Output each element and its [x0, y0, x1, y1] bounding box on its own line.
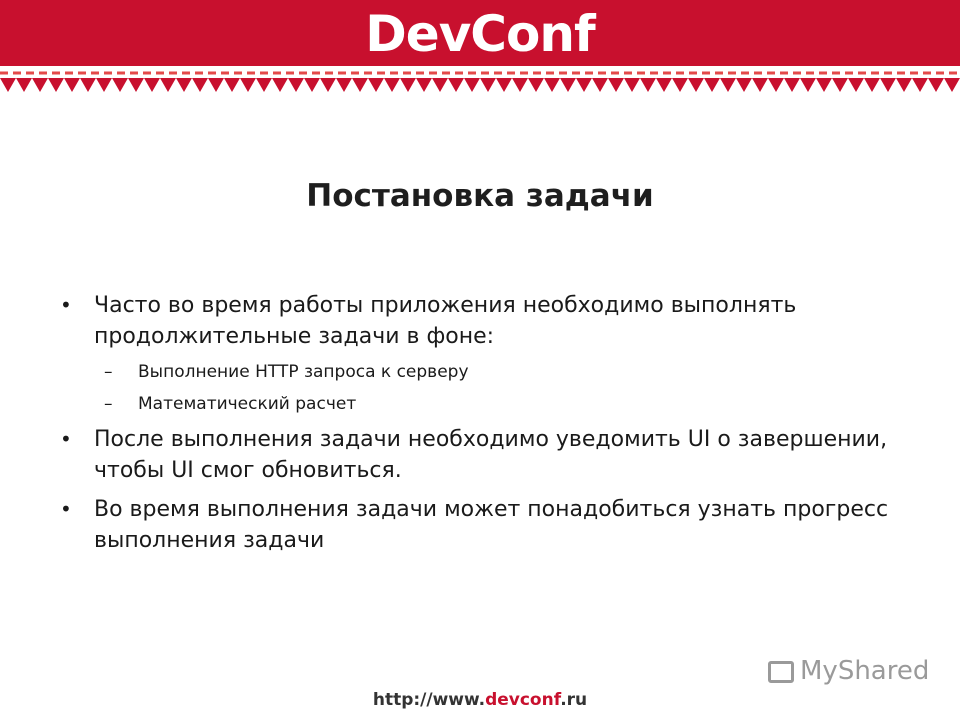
bullet-text: Часто во время работы приложения необходимо выполнять продолжительные задачи в фоне:: [94, 293, 797, 349]
watermark: [768, 656, 929, 686]
slide-title: Постановка задачи: [306, 178, 654, 214]
url-prefix: http://www.: [372, 690, 486, 710]
sub-text: Выполнение HTTP запроса к серверу: [138, 362, 469, 382]
sub-dash: –: [104, 362, 113, 382]
sub-text: Математический расчет: [138, 394, 357, 414]
footer-url[interactable]: [0, 690, 960, 710]
header-banner: [0, 0, 960, 96]
slide-content: [58, 290, 918, 564]
sub-item: [58, 360, 918, 384]
bullet-item: [58, 424, 918, 486]
bullet-text: После выполнения задачи необходимо уведомить UI о завершении, чтобы UI смог обновиться.: [94, 427, 888, 483]
bullet-dot: •: [60, 427, 72, 451]
sub-dash: –: [104, 394, 113, 414]
url-brand: devconf: [485, 690, 561, 710]
devconf-logo: DevConf: [365, 5, 595, 63]
url-suffix: .ru: [560, 690, 588, 710]
sub-item: [58, 392, 918, 416]
watermark-text: MyShared: [800, 656, 930, 686]
projector-icon: [768, 661, 794, 683]
bullet-dot: •: [60, 293, 72, 317]
bullet-item: [58, 494, 918, 556]
bullet-dot: •: [60, 497, 72, 521]
bullet-item: [58, 290, 918, 352]
bullet-text: Во время выполнения задачи может понадобиться узнать прогресс выполнения задачи: [94, 497, 889, 553]
